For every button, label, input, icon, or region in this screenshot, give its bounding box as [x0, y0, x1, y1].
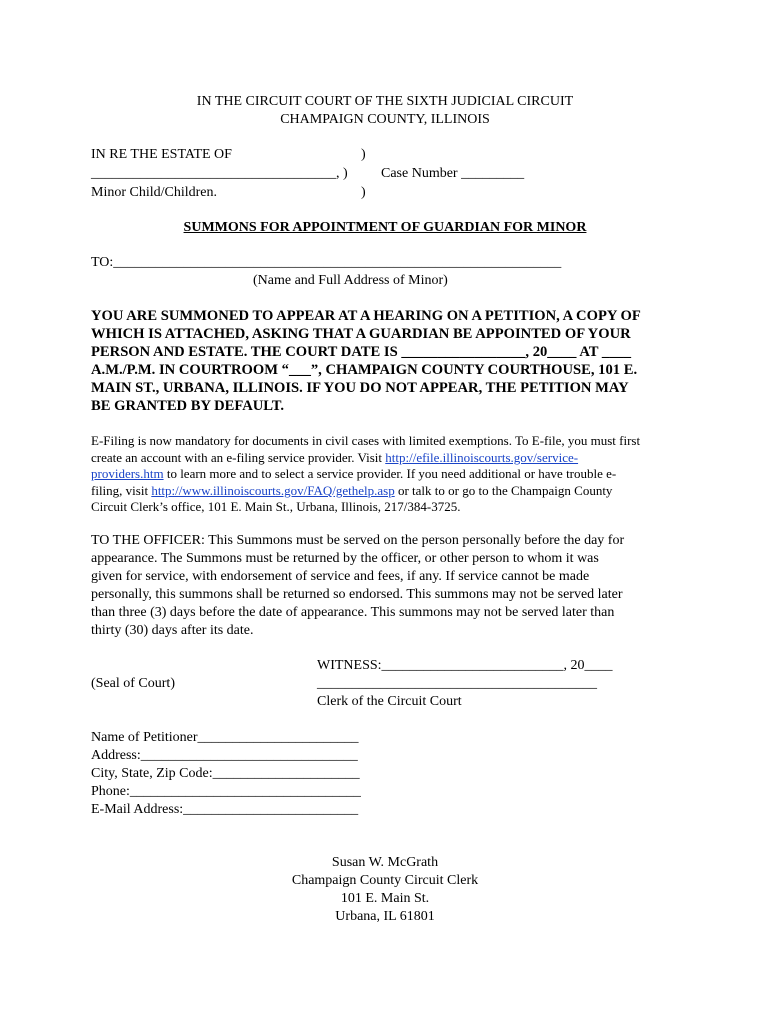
clerk-signature-line: ________________________________________: [317, 676, 597, 691]
efiling-line: [91, 483, 612, 499]
to-caption: (Name and Full Address of Minor): [253, 273, 448, 288]
efiling-line: Circuit Clerk’s office, 101 E. Main St., Urbana, Illinois, 217/384-3725.: [91, 499, 461, 514]
clerk-label: Clerk of the Circuit Court: [317, 694, 462, 709]
efile-service-providers-link-cont[interactable]: providers.htm: [91, 466, 164, 481]
efile-service-providers-link[interactable]: http://efile.illinoiscourts.gov/service-: [385, 450, 579, 465]
to-line: TO:________________________________________________________________: [91, 255, 562, 270]
officer-line: TO THE OFFICER: This Summons must be served on the person personally before the day for: [91, 533, 625, 548]
efiling-text: filing, visit: [91, 483, 152, 498]
case-number-field: Case Number _________: [381, 166, 525, 181]
efiling-line: [91, 450, 578, 466]
clerk-street: 101 E. Main St.: [340, 891, 430, 906]
petitioner-city-field: City, State, Zip Code:_____________________: [91, 766, 360, 781]
efiling-text: to learn more and to select a service provider. If you need additional or have trouble e-: [163, 466, 617, 481]
officer-line: thirty (30) days after its date.: [91, 623, 254, 638]
petitioner-name-field: Name of Petitioner_______________________: [91, 730, 359, 745]
petitioner-phone-field: Phone:_________________________________: [91, 784, 361, 799]
clerk-title: Champaign County Circuit Clerk: [291, 873, 479, 888]
clerk-name: Susan W. McGrath: [331, 855, 439, 870]
efiling-line: [91, 466, 616, 482]
efiling-line: E-Filing is now mandatory for documents in civil cases with limited exemptions. To E-file, you must first: [91, 433, 641, 448]
petitioner-address-field: Address:_______________________________: [91, 748, 358, 763]
efiling-text: or talk to or go to the Champaign County: [394, 483, 613, 498]
officer-line: appearance. The Summons must be returned by the officer, or other person to whom it was: [91, 551, 599, 566]
estate-label: IN RE THE ESTATE OF: [91, 147, 232, 162]
clerk-city: Urbana, IL 61801: [335, 909, 435, 924]
summons-line: PERSON AND ESTATE. THE COURT DATE IS _________________, 20____ AT ____: [91, 344, 632, 360]
caption-paren-1: ): [361, 147, 366, 162]
summons-line: WHICH IS ATTACHED, ASKING THAT A GUARDIAN BE APPOINTED OF YOUR: [91, 326, 631, 342]
summons-line: MAIN ST., URBANA, ILLINOIS. IF YOU DO NOT APPEAR, THE PETITION MAY: [91, 380, 629, 396]
minor-label: Minor Child/Children.: [91, 185, 217, 200]
estate-name-blank: ___________________________________, ): [91, 166, 348, 181]
document-title: SUMMONS FOR APPOINTMENT OF GUARDIAN FOR MINOR: [183, 220, 587, 235]
caption-paren-3: ): [361, 185, 366, 200]
summons-line: YOU ARE SUMMONED TO APPEAR AT A HEARING ON A PETITION, A COPY OF: [91, 308, 641, 324]
officer-line: given for service, with endorsement of service and fees, if any. If service cannot be made: [91, 569, 590, 584]
court-header-line2: CHAMPAIGN COUNTY, ILLINOIS: [280, 112, 490, 127]
officer-line: personally, this summons shall be returned so endorsed. This summons may not be served later: [91, 587, 623, 602]
summons-line: BE GRANTED BY DEFAULT.: [91, 398, 284, 414]
summons-line: A.M./P.M. IN COURTROOM “___”, CHAMPAIGN COUNTY COURTHOUSE, 101 E.: [91, 362, 638, 378]
officer-line: than three (3) days before the date of appearance. This summons may not be served later than: [91, 605, 615, 620]
gethelp-link[interactable]: http://www.illinoiscourts.gov/FAQ/gethelp.asp: [151, 483, 395, 498]
petitioner-email-field: E-Mail Address:_________________________: [91, 802, 359, 817]
seal-of-court: (Seal of Court): [91, 676, 175, 691]
court-header-line1: IN THE CIRCUIT COURT OF THE SIXTH JUDICIAL CIRCUIT: [196, 94, 574, 109]
efiling-text: create an account with an e-filing service provider. Visit: [91, 450, 386, 465]
witness-line: WITNESS:__________________________, 20____: [317, 658, 613, 673]
